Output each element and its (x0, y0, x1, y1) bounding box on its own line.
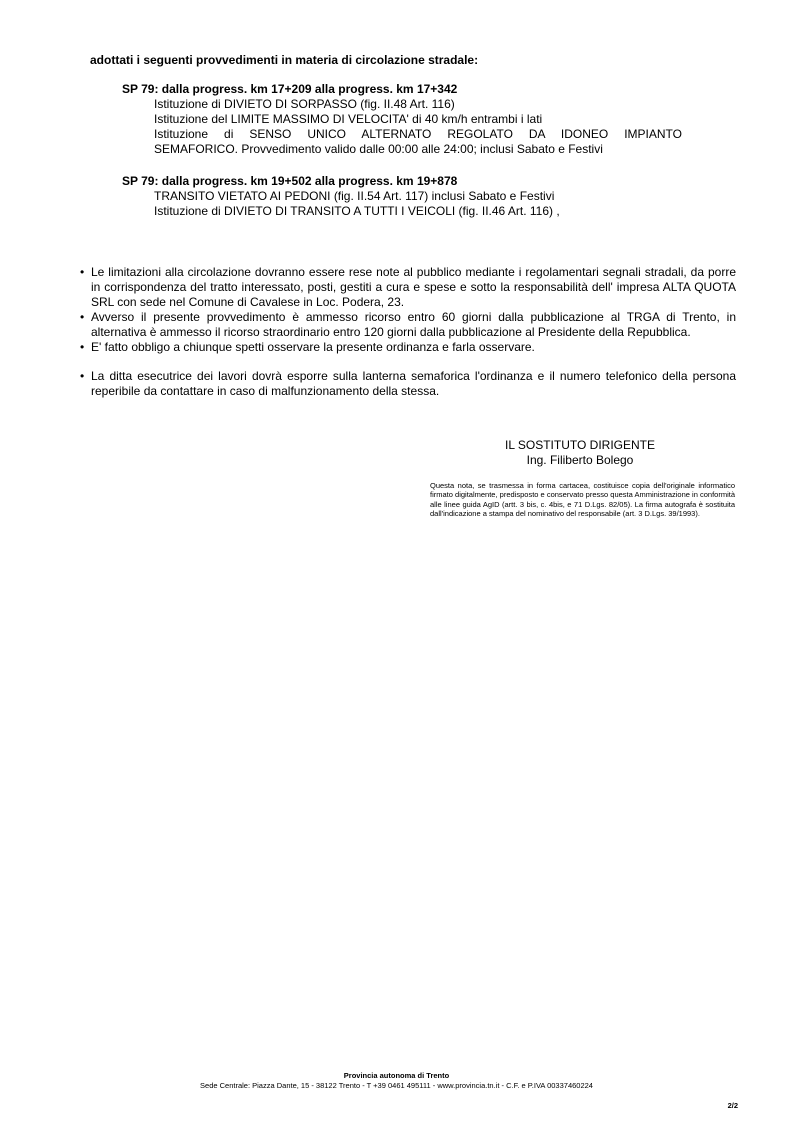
provisions-list (80, 265, 736, 355)
bullet-icon: • (80, 340, 85, 354)
measure-line: TRANSITO VIETATO AI PEDONI (fig. II.54 Art. 117) inclusi Sabato e Festivi (154, 189, 555, 203)
measure-line: Istituzione di SENSO UNICO ALTERNATO REGOLATO DA IDONEO IMPIANTO (154, 127, 682, 141)
road-section-2 (122, 174, 682, 219)
signature-block (480, 438, 680, 468)
digital-signature-note: Questa nota, se trasmessa in forma cartacea, costituisce copia dell'originale informatico firmato digitalmente, predisposto e conservato presso questa Amministrazione in conformità alle linee guida AgID (artt. 3 bis, c. 4bis, e 71 D.Lgs. 82/05). La firma autografa è sostituita dall'indicazione a stampa del nominativo del responsabile (art. 3 D.Lgs. 39/1993). (430, 481, 735, 519)
list-item-text: E' fatto obbligo a chiunque spetti osservare la presente ordinanza e farla osservare. (91, 340, 535, 354)
section-title: SP 79: dalla progress. km 19+502 alla progress. km 19+878 (122, 174, 458, 188)
footer-title: Provincia autonoma di Trento (343, 1071, 450, 1080)
list-item (80, 340, 736, 355)
signer-name: Ing. Filiberto Bolego (526, 453, 634, 467)
road-section-1 (122, 82, 682, 157)
provisions-list (80, 369, 736, 399)
bullet-icon: • (80, 369, 85, 383)
signer-role: IL SOSTITUTO DIRIGENTE (504, 438, 656, 452)
page-number: 2/2 (727, 1101, 738, 1110)
list-item (80, 369, 736, 399)
measure-line: SEMAFORICO. Provvedimento valido dalle 00:00 alle 24:00; inclusi Sabato e Festivi (154, 142, 603, 156)
page-footer (100, 1071, 693, 1091)
measure-line: Istituzione del LIMITE MASSIMO DI VELOCITA' di 40 km/h entrambi i lati (154, 112, 543, 126)
bullet-icon: • (80, 310, 85, 324)
list-item-text: Le limitazioni alla circolazione dovranno essere rese note al pubblico mediante i regolamentari segnali stradali, da porre in corrispondenza del tratto interessato, posti, gestiti a cura e spese e sotto la responsabilità dell' impresa ALTA QUOTA SRL con sede nel Comune di Cavalese in Loc. Podera, 23. (91, 265, 736, 309)
intro-text: adottati i seguenti provvedimenti in materia di circolazione stradale: (90, 53, 479, 67)
list-item-text: La ditta esecutrice dei lavori dovrà esporre sulla lanterna semaforica l'ordinanza e il numero telefonico della persona reperibile da contattare in caso di malfunzionamento della stessa. (91, 369, 736, 398)
list-item (80, 310, 736, 340)
measure-line: Istituzione di DIVIETO DI SORPASSO (fig. II.48 Art. 116) (154, 97, 455, 111)
measure-line: Istituzione di DIVIETO DI TRANSITO A TUTTI I VEICOLI (fig. II.46 Art. 116) , (154, 204, 560, 218)
footer-address: Sede Centrale: Piazza Dante, 15 - 38122 Trento - T +39 0461 495111 - www.provincia.tn.it - C.F. e P.IVA 00337460224 (200, 1081, 593, 1090)
list-item (80, 265, 736, 310)
list-item-text: Avverso il presente provvedimento è ammesso ricorso entro 60 giorni dalla pubblicazione al TRGA di Trento, in alternativa è ammesso il ricorso straordinario entro 120 giorni dalla pubblicazione al Presidente della Repubblica. (91, 310, 736, 339)
bullet-icon: • (80, 265, 85, 279)
section-title: SP 79: dalla progress. km 17+209 alla progress. km 17+342 (122, 82, 458, 96)
